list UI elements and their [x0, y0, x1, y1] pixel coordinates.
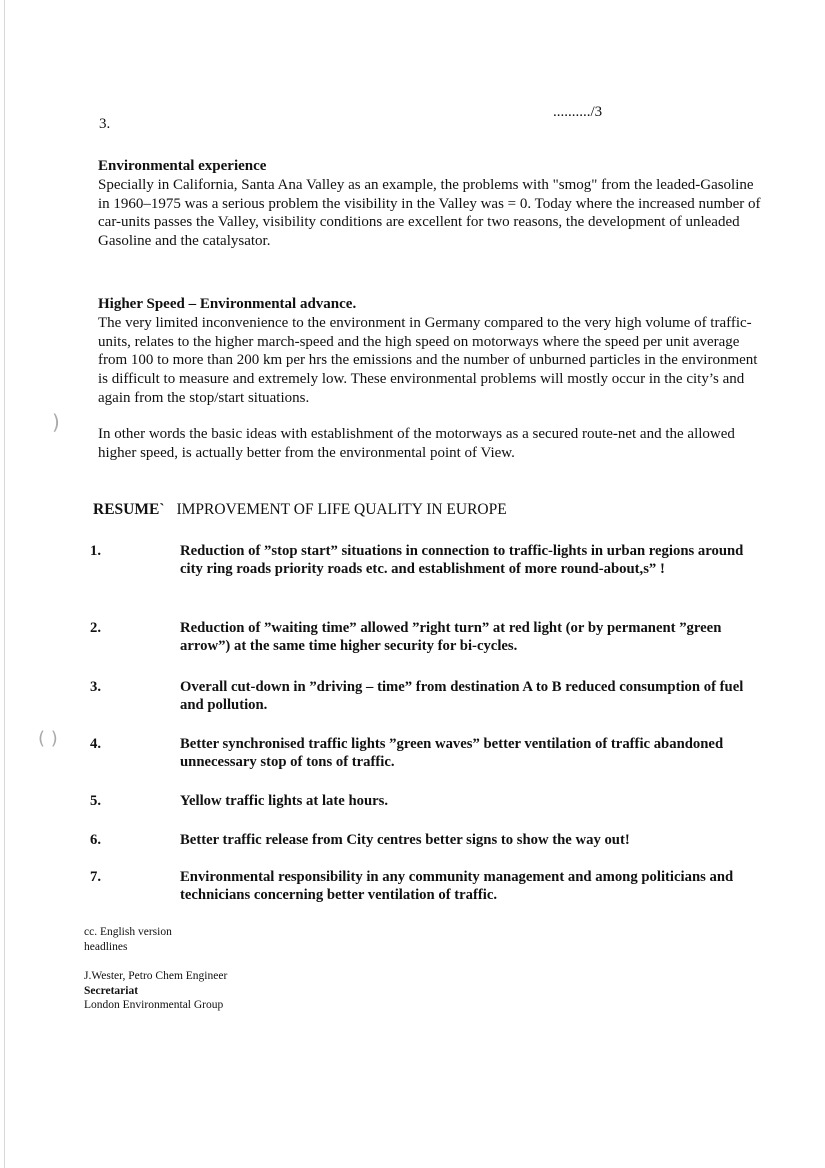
item-number: 5.	[90, 793, 102, 809]
item-number: 7.	[90, 869, 102, 885]
item-number: 4.	[90, 736, 102, 752]
resume-heading	[93, 501, 507, 519]
section-paragraph: In other words the basic ideas with establishment of the motorways as a secured route-net and the allowed higher speed, is actually better from the environmental point of View.	[98, 425, 735, 461]
item-text: Yellow traffic lights at late hours.	[180, 793, 389, 809]
section-heading: Environmental experience	[98, 158, 267, 174]
resume-label: RESUME`	[93, 501, 165, 518]
cc-line: headlines	[84, 940, 128, 953]
item-number: 6.	[90, 832, 102, 848]
signature-block	[84, 969, 227, 1013]
item-number: 2.	[90, 620, 102, 636]
cc-line: cc. English version	[84, 926, 172, 938]
section-heading: Higher Speed – Environmental advance.	[98, 296, 357, 312]
punch-hole-mark-top: )	[52, 410, 60, 434]
page-number: 3.	[99, 116, 111, 132]
punch-hole-mark-bottom: ( )	[38, 728, 58, 749]
page-reference: ........../3	[553, 104, 603, 120]
item-text: Reduction of ”waiting time” allowed ”right turn” at red light (or by permanent ”green arrow”) at the same time higher security for bi-cycles.	[180, 620, 722, 654]
item-text: Environmental responsibility in any community management and among politicians and technicians concerning better ventilation of traffic.	[180, 869, 734, 903]
page-edge-line	[4, 0, 5, 1168]
organisation: London Environmental Group	[84, 999, 224, 1011]
cc-note	[84, 925, 172, 954]
item-text: Reduction of ”stop start” situations in connection to traffic-lights in urban regions around city ring roads priority roads etc. and establishment of more round-about,s” !	[180, 543, 744, 577]
item-text: Better traffic release from City centres better signs to show the way out!	[180, 832, 630, 848]
section-environmental-experience	[98, 157, 763, 251]
item-number: 3.	[90, 679, 102, 695]
author-name: J.Wester, Petro Chem Engineer	[84, 970, 228, 982]
item-text: Better synchronised traffic lights ”green waves” better ventilation of traffic abandoned unnecessary stop of tons of traffic.	[180, 736, 724, 770]
item-number: 1.	[90, 543, 102, 559]
section-paragraph: Specially in California, Santa Ana Valley as an example, the problems with "smog" from the leaded-Gasoline in 1960–1975 was a serious problem the visibility in the Valley was = 0. Today where the increased number of car-units passes the Valley, visibility conditions are excellent for two reasons, the development of unleaded Gasoline and the catalysator.	[98, 176, 761, 250]
section-paragraph: The very limited inconvenience to the environment in Germany compared to the very high volume of traffic-units, relates to the higher march-speed and the high speed on motorways where the speed per unit average from 100 to more than 200 km per hrs the emissions and the number of unburned particles in the environment is difficult to measure and extremely low. These environmental problems will mostly occur in the city’s and again from the stop/start situations.	[98, 314, 758, 406]
section-higher-speed	[98, 295, 763, 462]
item-text: Overall cut-down in ”driving – time” from destination A to B reduced consumption of fuel and pollution.	[180, 679, 744, 713]
author-role: Secretariat	[84, 984, 139, 997]
resume-title: IMPROVEMENT OF LIFE QUALITY IN EUROPE	[176, 501, 507, 518]
